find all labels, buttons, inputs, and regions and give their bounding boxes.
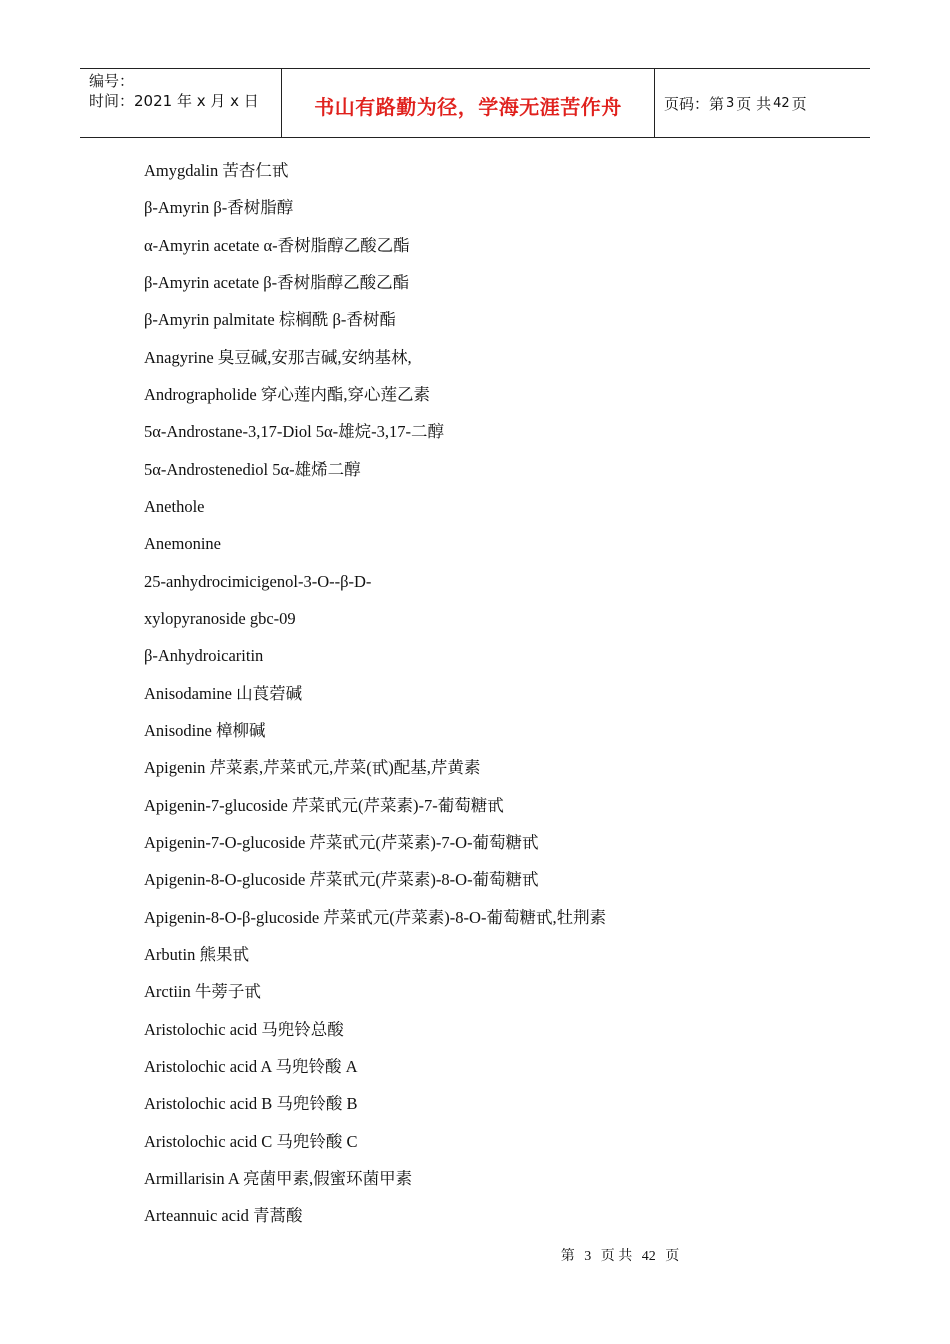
- list-item: Apigenin-7-glucoside 芹菜甙元(芹菜素)-7-葡萄糖甙: [144, 795, 504, 815]
- list-item: 25-anhydrocimicigenol-3-O--β-D-: [144, 571, 372, 591]
- list-item: Apigenin 芹菜素,芹菜甙元,芹菜(甙)配基,芹黄素: [144, 758, 481, 778]
- list-item: Anisodine 樟柳碱: [144, 720, 266, 740]
- footer-current-page: 3: [584, 1249, 592, 1264]
- list-item: 5α-Androstenediol 5α-雄烯二醇: [144, 459, 361, 479]
- header-motto-cell: [281, 69, 655, 137]
- document-number-label: 编号：: [89, 72, 135, 90]
- list-item: Aristolochic acid C 马兜铃酸 C: [144, 1131, 358, 1151]
- list-item: Amygdalin 苦杏仁甙: [144, 161, 289, 180]
- list-item: Arctiin 牛蒡子甙: [144, 982, 261, 1002]
- header-page-info: [655, 69, 870, 137]
- page-footer: [0, 1245, 950, 1265]
- list-item: β-Amyrin acetate β-香树脂醇乙酸乙酯: [144, 272, 410, 292]
- page-header: [80, 68, 870, 138]
- list-item: Anisodamine 山莨菪碱: [144, 683, 303, 703]
- list-item: Aristolochic acid A 马兜铃酸 A: [144, 1056, 358, 1076]
- footer-prefix: 第: [560, 1249, 575, 1264]
- page-suffix: 页: [791, 94, 807, 113]
- page-current: 3: [726, 95, 735, 111]
- list-item: β-Amyrin palmitate 棕榈酰 β-香树酯: [144, 310, 396, 330]
- list-item: Anagyrine 臭豆碱,安那吉碱,安纳基林,: [144, 347, 412, 367]
- list-item: Apigenin-8-O-β-glucoside 芹菜甙元(芹菜素)-8-O-葡萄糖甙,牡荆素: [144, 907, 607, 927]
- list-item: Apigenin-8-O-glucoside 芹菜甙元(芹菜素)-8-O-葡萄糖甙: [144, 870, 539, 890]
- footer-mid: 页 共: [600, 1249, 633, 1264]
- list-item: 5α-Androstane-3,17-Diol 5α-雄烷-3,17-二醇: [144, 422, 445, 442]
- list-item: Andrographolide 穿心莲内酯,穿心莲乙素: [144, 384, 430, 404]
- list-item: Aristolochic acid 马兜铃总酸: [144, 1019, 344, 1039]
- list-item: Arbutin 熊果甙: [144, 944, 249, 964]
- list-item: Anethole: [144, 496, 205, 516]
- list-item: Aristolochic acid B 马兜铃酸 B: [144, 1094, 358, 1114]
- list-item: α-Amyrin acetate α-香树脂醇乙酸乙酯: [144, 235, 410, 255]
- list-item: Armillarisin A 亮菌甲素,假蜜环菌甲素: [144, 1168, 413, 1188]
- list-item: xylopyranoside gbc-09: [144, 608, 296, 628]
- page-mid: 页 共: [736, 94, 772, 113]
- list-item: β-Amyrin β-香树脂醇: [144, 198, 294, 218]
- page-prefix: 页码：第: [664, 94, 725, 113]
- footer-total-pages: 42: [641, 1249, 656, 1264]
- list-item: Arteannuic acid 青蒿酸: [144, 1206, 303, 1226]
- footer-suffix: 页: [665, 1249, 680, 1264]
- header-motto: 书山有路勤为径，学海无涯苦作舟: [314, 94, 622, 119]
- header-meta: [80, 69, 281, 137]
- compound-list: [144, 152, 844, 1235]
- list-item: Anemonine: [144, 534, 221, 554]
- list-item: β-Anhydroicaritin: [144, 646, 264, 666]
- list-item: Apigenin-7-O-glucoside 芹菜甙元(芹菜素)-7-O-葡萄糖甙: [144, 832, 539, 852]
- page-total: 42: [773, 95, 790, 111]
- document-date: 时间：2021 年 x 月 x 日: [89, 92, 259, 110]
